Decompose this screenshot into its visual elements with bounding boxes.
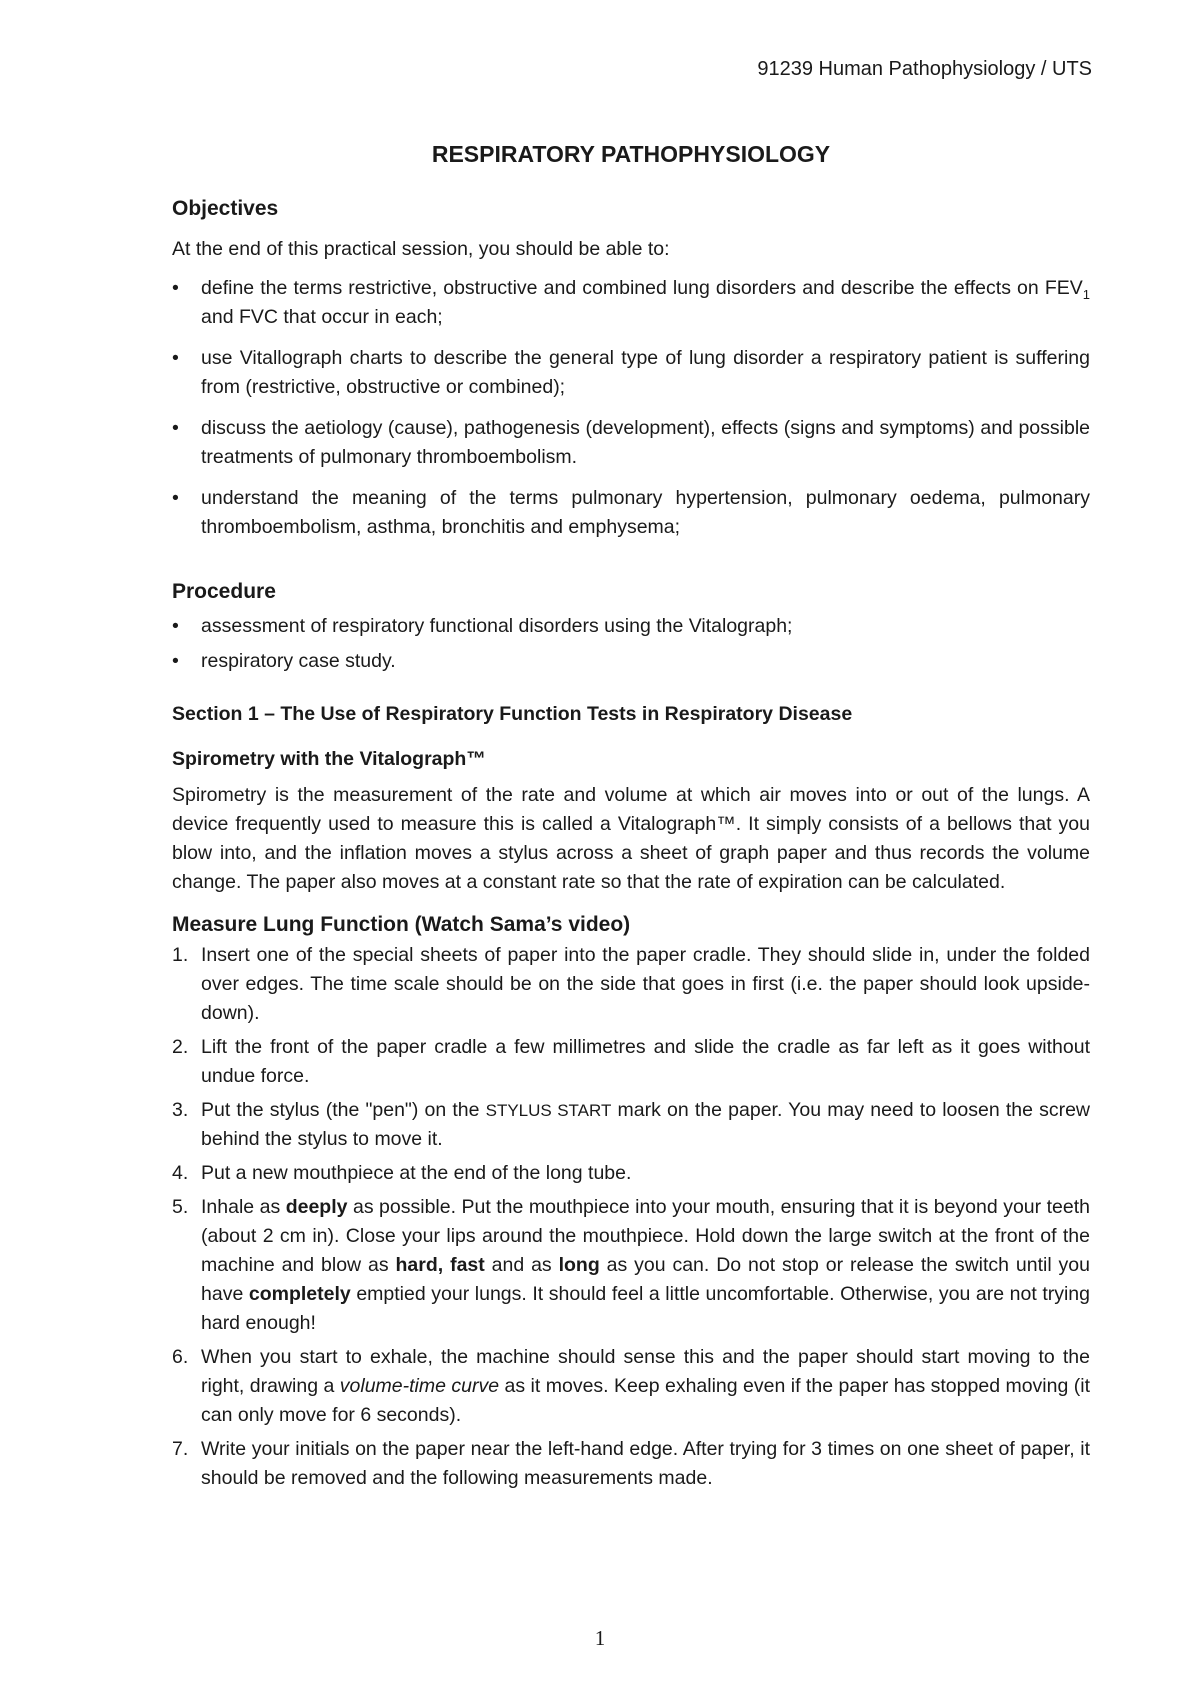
bullet-icon: •: [172, 417, 179, 439]
document-body: [172, 140, 1090, 1498]
step-text: mark on the paper. You may need to loosen the screw behind the stylus to move it.: [201, 1099, 1091, 1150]
document-title: RESPIRATORY PATHOPHYSIOLOGY: [431, 141, 831, 167]
step-text: When you start to exhale, the machine should sense this and the paper should start moving to the right, drawing a: [201, 1346, 1090, 1397]
bullet-icon: •: [172, 487, 179, 509]
step-text: Put a new mouthpiece at the end of the long tube.: [201, 1162, 632, 1184]
list-item: [172, 1343, 1090, 1430]
stylus-start-label: STYLUS START: [485, 1101, 612, 1120]
emphasis: deeply: [285, 1196, 348, 1218]
measure-heading: Measure Lung Function (Watch Sama’s video): [172, 913, 631, 936]
step-text: Insert one of the special sheets of paper into the paper cradle. They should slide in, under the folded over edges. The time scale should be on the side that goes in first (i.e. the paper should look upside-down).: [201, 944, 1090, 1024]
procedure-text: respiratory case study.: [201, 650, 396, 672]
list-item: [172, 941, 1090, 1028]
procedure-text: assessment of respiratory functional disorders using the Vitalograph;: [201, 615, 793, 637]
step-number: 3.: [172, 1099, 189, 1121]
step-number: 4.: [172, 1162, 189, 1184]
list-item: [172, 1096, 1090, 1154]
step-text: and as: [484, 1254, 559, 1276]
objective-text: use Vitallograph charts to describe the general type of lung disorder a respiratory patient is suffering from (restrictive, obstructive or combined);: [201, 347, 1090, 398]
bullet-icon: •: [172, 650, 179, 672]
step-text: Write your initials on the paper near the left-hand edge. After trying for 3 times on one sheet of paper, it should be removed and the following measurements made.: [201, 1438, 1090, 1489]
list-item: [172, 1435, 1090, 1493]
list-item: [172, 1193, 1090, 1338]
step-text: Inhale as: [201, 1196, 286, 1218]
measure-steps: [172, 941, 1090, 1493]
emphasis: long: [558, 1254, 600, 1276]
step-number: 1.: [172, 944, 189, 966]
step-text: as you can. Do not stop or release the switch until you have: [201, 1254, 1090, 1305]
list-item: [172, 1159, 1090, 1188]
objectives-list: [172, 274, 1090, 542]
list-item: [172, 484, 1090, 542]
emphasis-italic: volume-time curve: [339, 1375, 500, 1397]
step-text: as possible. Put the mouthpiece into your mouth, ensuring that it is beyond your teeth (about 2 cm in). Close your lips around the mouthpiece. Hold down the large switch at the front of the machine and blow as: [201, 1196, 1090, 1276]
step-number: 2.: [172, 1036, 189, 1058]
step-number: 6.: [172, 1346, 189, 1368]
section-heading: Section 1 – The Use of Respiratory Function Tests in Respiratory Disease: [172, 703, 853, 725]
subscript: 1: [1082, 286, 1090, 302]
list-item: [172, 647, 1090, 676]
step-text: Put the stylus (the "pen") on the: [201, 1099, 486, 1121]
step-number: 5.: [172, 1196, 189, 1218]
list-item: [172, 414, 1090, 472]
bullet-icon: •: [172, 347, 179, 369]
section-paragraph: Spirometry is the measurement of the rate and volume at which air moves into or out of the lungs. A device frequently used to measure this is called a Vitalograph™. It simply consists of a bellows that you blow into, and the inflation moves a stylus across a sheet of graph paper and thus records the volume change. The paper also moves at a constant rate so that the rate of expiration can be calculated.: [172, 784, 1090, 893]
emphasis: completely: [248, 1283, 351, 1305]
list-item: [172, 274, 1090, 332]
section-subheading: Spirometry with the Vitalograph™: [172, 748, 486, 770]
objective-text: discuss the aetiology (cause), pathogenesis (development), effects (signs and symptoms) and possible treatments of pulmonary thromboembolism.: [201, 417, 1090, 468]
bullet-icon: •: [172, 277, 179, 299]
objectives-intro: At the end of this practical session, you should be able to:: [172, 238, 670, 260]
bullet-icon: •: [172, 615, 179, 637]
step-text: Lift the front of the paper cradle a few millimetres and slide the cradle as far left as it goes without undue force.: [201, 1036, 1090, 1087]
list-item: [172, 344, 1090, 402]
emphasis: hard, fast: [395, 1254, 485, 1276]
step-text: as it moves. Keep exhaling even if the paper has stopped moving (it can only move for 6 seconds).: [201, 1375, 1090, 1426]
running-header: 91239 Human Pathophysiology / UTS: [757, 58, 1092, 80]
objective-text-post: and FVC that occur in each;: [201, 306, 443, 328]
list-item: [172, 612, 1090, 641]
objective-text: understand the meaning of the terms pulmonary hypertension, pulmonary oedema, pulmonary thromboembolism, asthma, bronchitis and emphysema;: [201, 487, 1090, 538]
step-text: emptied your lungs. It should feel a little uncomfortable. Otherwise, you are not trying hard enough!: [201, 1283, 1091, 1334]
page-number: 1: [594, 1626, 606, 1650]
list-item: [172, 1033, 1090, 1091]
procedure-list: [172, 612, 1090, 676]
objectives-heading: Objectives: [172, 197, 279, 220]
step-number: 7.: [172, 1438, 189, 1460]
objective-text-pre: define the terms restrictive, obstructive and combined lung disorders and describe the effects on FEV: [201, 277, 1083, 299]
procedure-heading: Procedure: [172, 580, 276, 603]
